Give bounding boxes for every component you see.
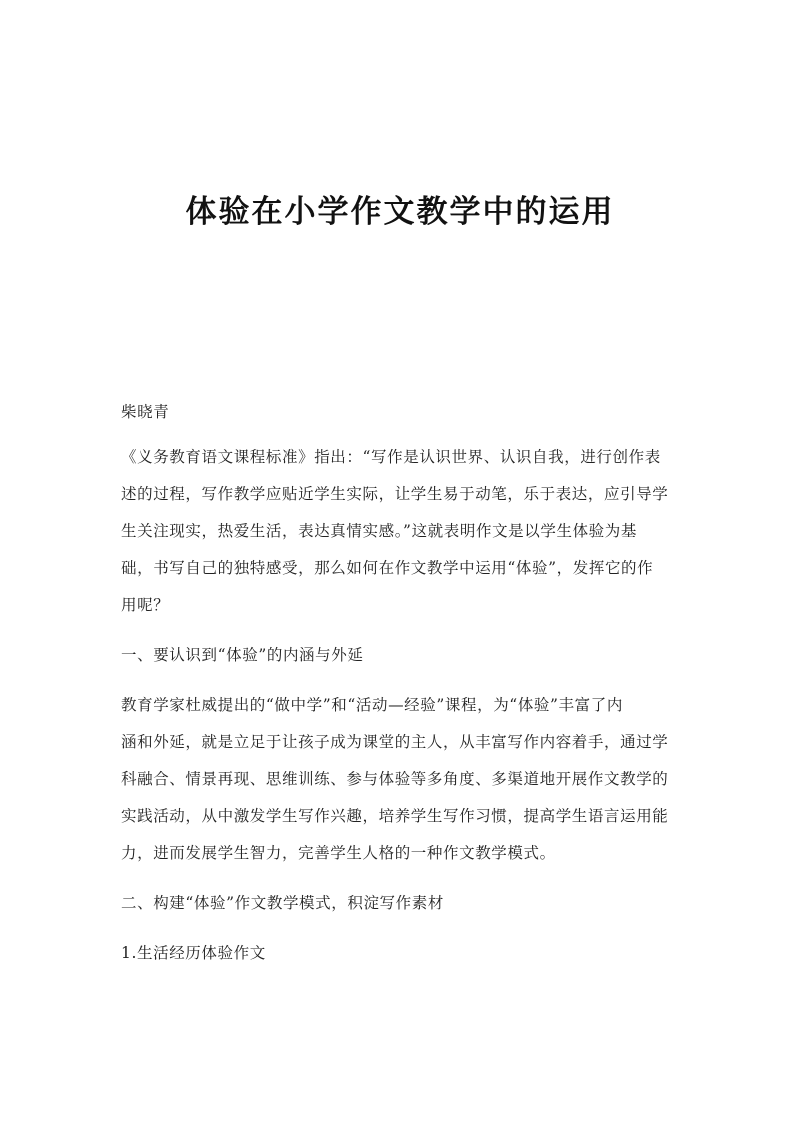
subsection-1-heading: 1.生活经历体验作文 bbox=[121, 944, 266, 962]
document-body bbox=[121, 402, 681, 972]
section-1-line: 涵和外延，就是立足于让孩子成为课堂的主人，从丰富写作内容着手，通过学 bbox=[121, 733, 669, 751]
intro-paragraph bbox=[121, 439, 681, 624]
section-1-line: 力，进而发展学生智力，完善学生人格的一种作文教学模式。 bbox=[121, 844, 556, 862]
section-1-heading: 一、要认识到“体验”的内涵与外延 bbox=[121, 646, 364, 664]
section-1-line: 科融合、情景再现、思维训练、参与体验等多角度、多渠道地开展作文教学的 bbox=[121, 770, 669, 788]
section-1-line: 教育学家杜威提出的“做中学”和“活动—经验”课程，为“体验”丰富了内 bbox=[121, 696, 623, 714]
section-1-paragraph bbox=[121, 687, 681, 872]
intro-line: 生关注现实，热爱生活，表达真情实感。”这就表明作文是以学生体验为基 bbox=[121, 522, 637, 540]
intro-line: 《义务教育语文课程标准》指出：“写作是认识世界、认识自我，进行创作表 bbox=[121, 448, 661, 466]
author-name: 柴晓青 bbox=[121, 403, 170, 421]
intro-line: 础，书写自己的独特感受，那么如何在作文教学中运用“体验”，发挥它的作 bbox=[121, 559, 654, 577]
intro-line: 用呢？ bbox=[121, 596, 170, 614]
section-1-line: 实践活动，从中激发学生写作兴趣，培养学生写作习惯，提高学生语言运用能 bbox=[121, 807, 669, 825]
document-title: 体验在小学作文教学中的运用 bbox=[185, 194, 615, 230]
section-2-heading: 二、构建“体验”作文教学模式，积淀写作素材 bbox=[121, 894, 444, 912]
intro-line: 述的过程，写作教学应贴近学生实际，让学生易于动笔，乐于表达，应引导学 bbox=[121, 485, 669, 503]
